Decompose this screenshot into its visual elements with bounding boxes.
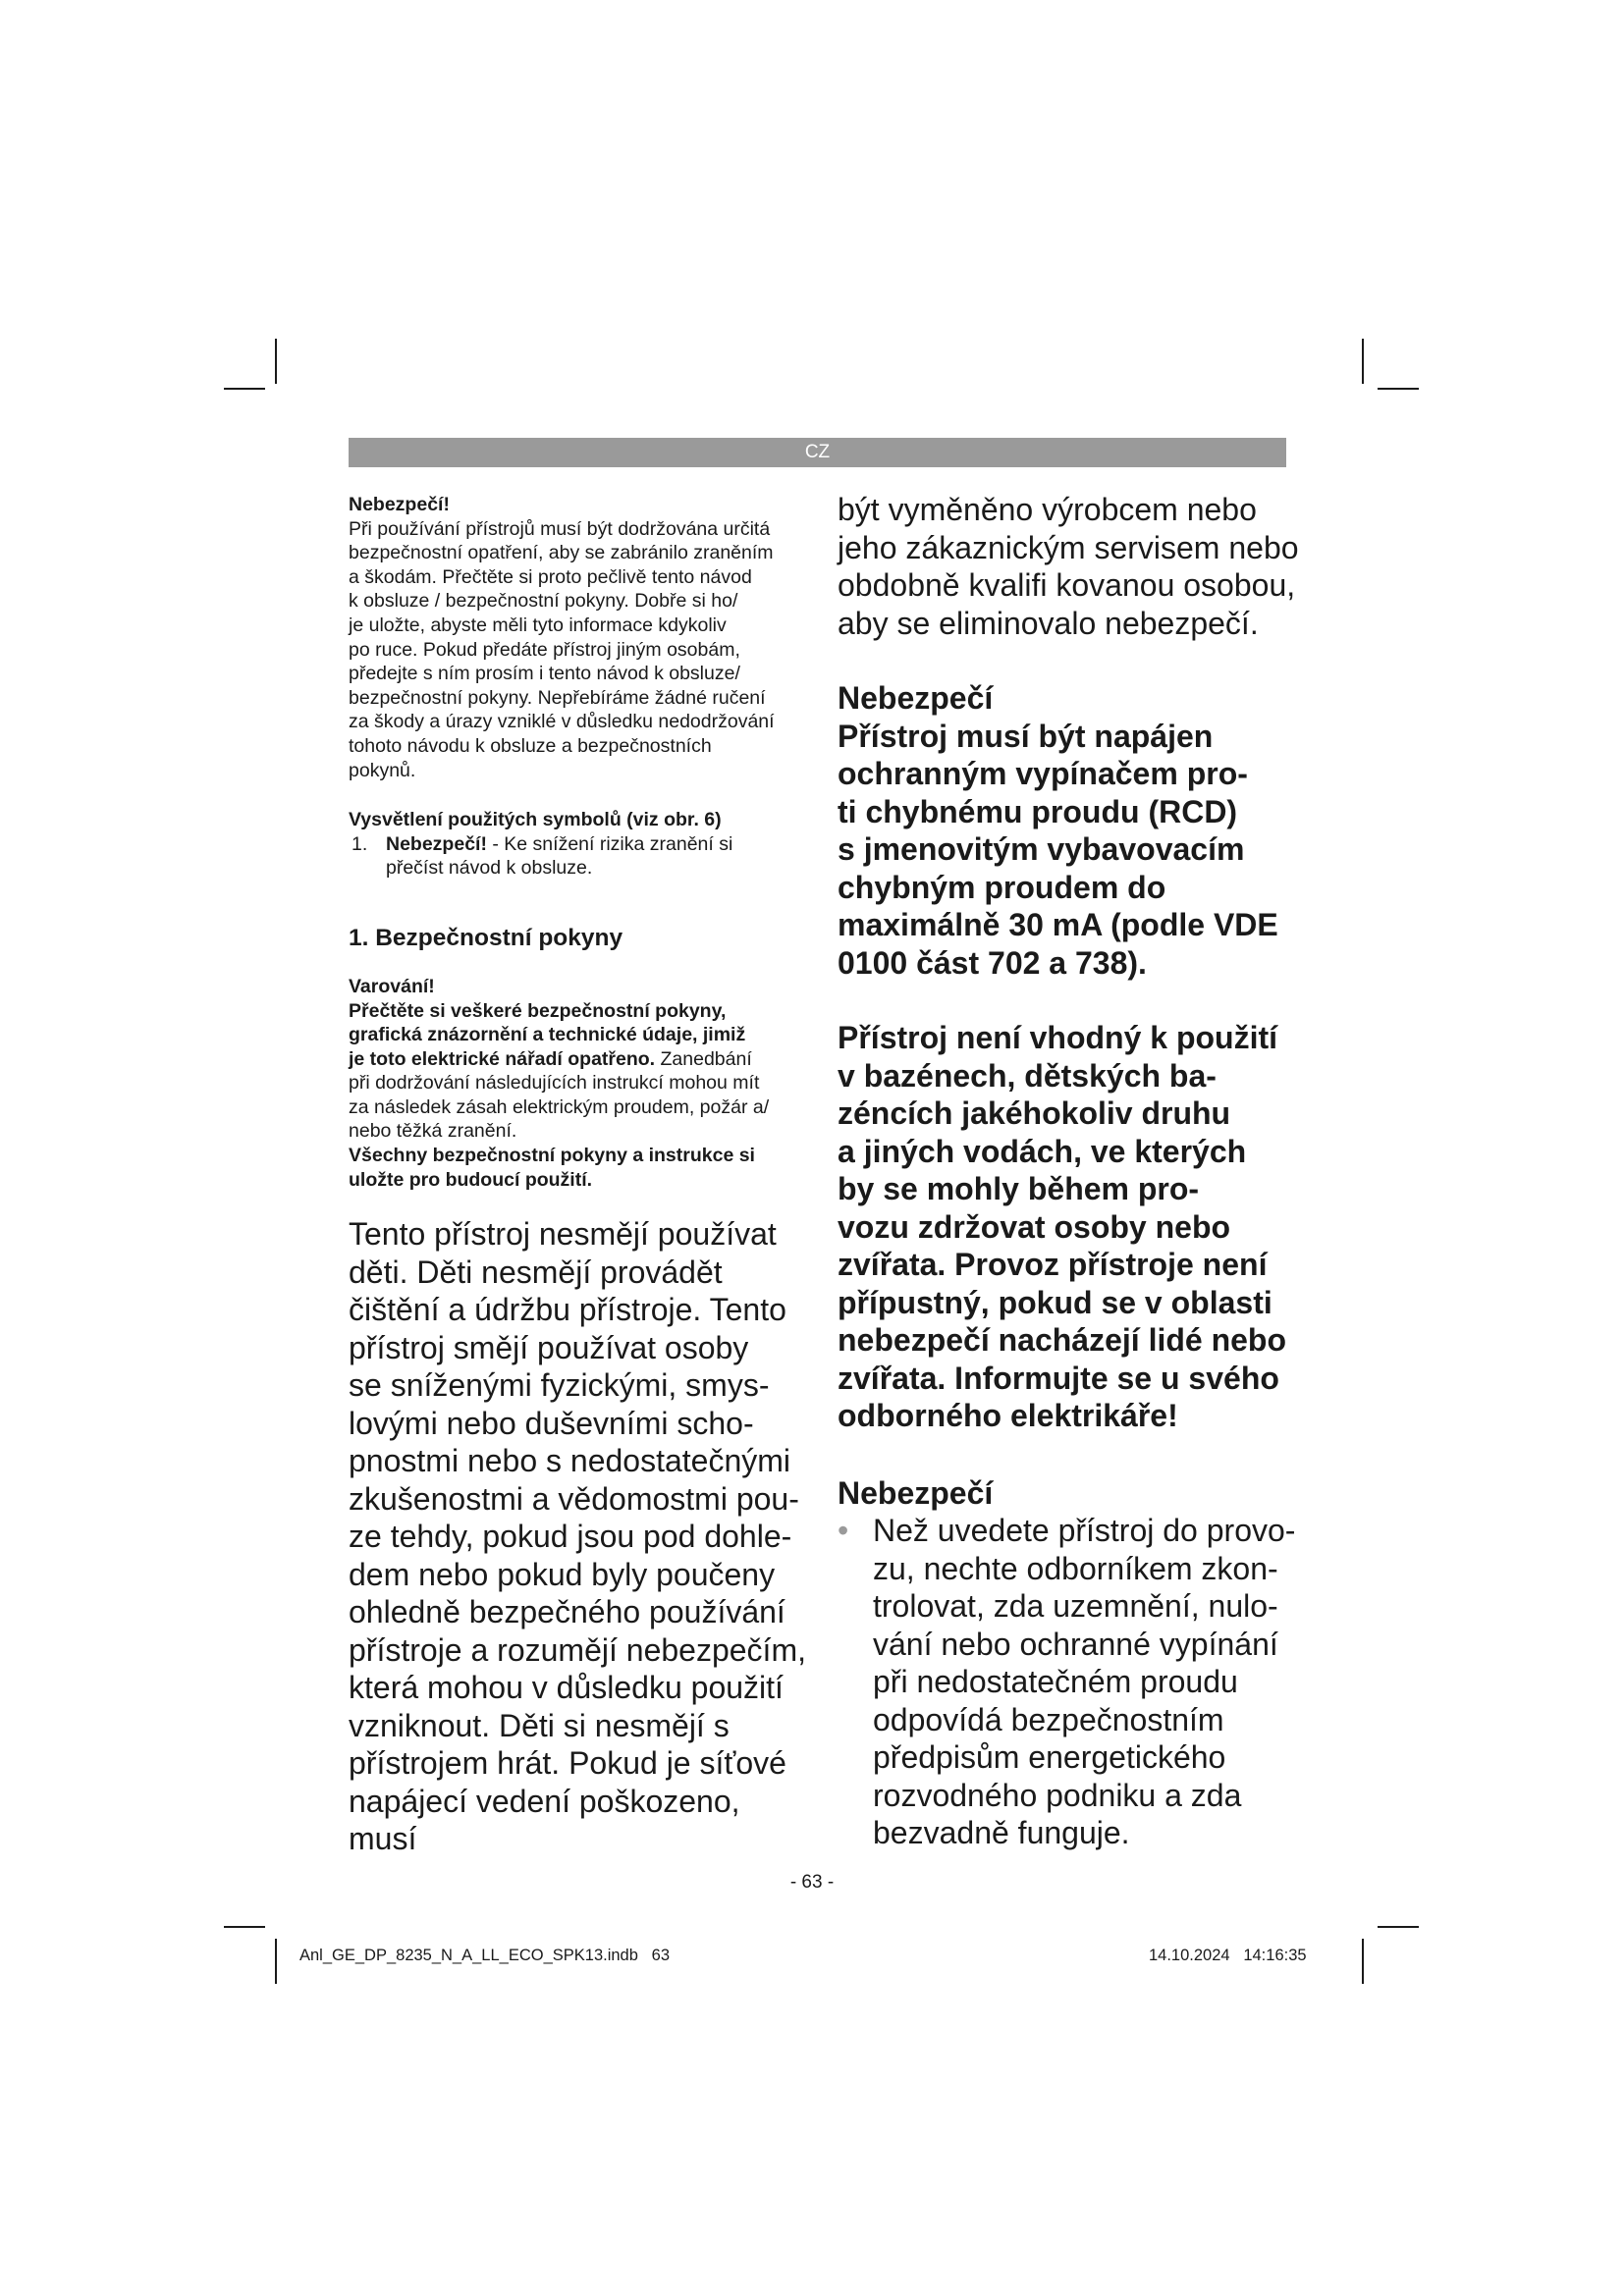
- text-line: přípustný, pokud se v oblasti: [838, 1284, 1272, 1320]
- text-line: odborného elektrikáře!: [838, 1398, 1178, 1433]
- text-line: chybným proudem do: [838, 869, 1166, 905]
- text-line: při nedostatečném proudu: [873, 1664, 1238, 1699]
- text-line: rozvodného podniku a zda: [873, 1777, 1242, 1813]
- footer-file-name: Anl_GE_DP_8235_N_A_LL_ECO_SPK13.indb 63: [299, 1947, 671, 1964]
- text-line: zvířata. Provoz přístroje není: [838, 1247, 1268, 1282]
- text-line: předejte s ním prosím i tento návod k obsluze/: [349, 663, 740, 685]
- text-line: v bazénech, dětských ba-: [838, 1057, 1217, 1094]
- text-line: odpovídá bezpečnostním: [873, 1701, 1224, 1737]
- text-line: Než uvedete přístroj do provo-: [873, 1513, 1296, 1548]
- bullet-icon: •: [838, 1513, 849, 1548]
- text-line: bezvadně funguje.: [873, 1815, 1130, 1850]
- crop-mark-top-left-v: [275, 339, 277, 384]
- text-line: za škody a úrazy vzniklé v důsledku nedodržování: [349, 711, 775, 733]
- right-column: [838, 491, 1299, 1852]
- text-line: je uložte, abyste měli tyto informace kdykoliv: [349, 614, 727, 636]
- left-column: [349, 493, 810, 1858]
- crop-mark-bottom-right-h: [1378, 1926, 1419, 1928]
- text-line: vání nebo ochranné vypínání: [873, 1626, 1278, 1662]
- text-line: předpisům energetického: [873, 1739, 1226, 1775]
- text-line: uložte pro budoucí použití.: [349, 1168, 593, 1191]
- danger-heading-rcd: Nebezpečí: [838, 680, 994, 716]
- text-line: k obsluze / bezpečnostní pokyny. Dobře si ho/: [349, 590, 738, 613]
- text-line: nebo těžká zranění.: [349, 1120, 517, 1143]
- crop-mark-top-left-h: [224, 388, 265, 390]
- symbols-list-item: [349, 832, 810, 881]
- crop-mark-bottom-left-v: [275, 1939, 277, 1984]
- text-line: s jmenovitým vybavovacím: [838, 831, 1245, 867]
- text-bold-part: je toto elektrické nářadí opatřeno.: [349, 1047, 656, 1070]
- text-line: lovými nebo duševními scho-: [349, 1405, 754, 1441]
- crop-mark-top-right-v: [1362, 339, 1364, 384]
- crop-mark-top-right-h: [1378, 388, 1419, 390]
- danger-heading: Nebezpečí!: [349, 494, 450, 515]
- text-line: maximálně 30 mA (podle VDE: [838, 907, 1278, 942]
- pool-paragraph: [838, 1019, 1299, 1435]
- text-line: aby se eliminovalo nebezpečí.: [838, 605, 1259, 641]
- section-title: 1. Bezpečnostní pokyny: [349, 924, 623, 951]
- crop-mark-bottom-left-h: [224, 1926, 265, 1928]
- text-line: nebezpečí nacházejí lidé nebo: [838, 1322, 1287, 1358]
- text-line: bezpečnostní pokyny. Nepřebíráme žádné ručení: [349, 686, 766, 709]
- footer-timestamp: 14.10.2024 14:16:35: [1149, 1947, 1307, 1964]
- text-line: zéncích jakéhokoliv druhu: [838, 1095, 1231, 1131]
- danger-heading-grounding: Nebezpečí: [838, 1474, 994, 1511]
- list-item-text-line2: přečíst návod k obsluze.: [386, 857, 593, 880]
- text-line: vozu zdržovat osoby nebo: [838, 1208, 1231, 1245]
- text-line: která mohou v důsledku použití: [349, 1670, 784, 1706]
- text-line: přístroj smějí používat osoby: [349, 1329, 749, 1365]
- continued-paragraph: [838, 491, 1299, 642]
- bullet-text: [873, 1512, 1299, 1852]
- warning-paragraph: [349, 999, 810, 1193]
- language-header-bar: [349, 438, 1286, 467]
- bullet-list-item: [838, 1512, 1299, 1852]
- text-line: jeho zákaznickým servisem nebo: [838, 529, 1299, 565]
- text-line: a škodám. Přečtěte si proto pečlivě tento návod: [349, 565, 752, 588]
- text-line: Tento přístroj nesmějí používat: [349, 1216, 777, 1253]
- text-line: a jiných vodách, ve kterých: [838, 1133, 1247, 1169]
- text-line: Přečtěte si veškeré bezpečnostní pokyny,: [349, 999, 727, 1022]
- text-line: zkušenostmi a vědomostmi pou-: [349, 1480, 799, 1517]
- text-line: děti. Děti nesmějí provádět: [349, 1254, 723, 1290]
- text-line: pnostmi nebo s nedostatečnými: [349, 1443, 791, 1479]
- text-line: trolovat, zda uzemnění, nulo-: [873, 1588, 1278, 1624]
- crop-mark-bottom-right-v: [1362, 1939, 1364, 1984]
- text-line: ti chybnému proudu (RCD): [838, 793, 1238, 829]
- text-line: být vyměněno výrobcem nebo: [838, 492, 1257, 527]
- text-line: po ruce. Pokud předáte přístroj jiným osobám,: [349, 638, 740, 661]
- text-line: se sníženými fyzickými, smys-: [349, 1367, 770, 1404]
- text-line: Přístroj není vhodný k použití: [838, 1020, 1278, 1055]
- text-line: Při používání přístrojů musí být dodržována určitá: [349, 517, 771, 540]
- page-number: - 63 -: [789, 1872, 835, 1893]
- text-line: přístroje a rozumějí nebezpečím,: [349, 1631, 806, 1668]
- list-item-bold: Nebezpečí!: [386, 832, 487, 855]
- text-line: vzniknout. Děti si nesmějí s: [349, 1707, 730, 1743]
- text-line-mixed: [349, 1047, 810, 1072]
- list-item-text: - Ke snížení rizika zranění si: [486, 832, 733, 855]
- text-line: přístrojem hrát. Pokud je síťové: [349, 1745, 786, 1782]
- text-line: grafická znázornění a technické údaje, jimiž: [349, 1024, 746, 1046]
- text-line: při dodržování následujících instrukcí mohou mít: [349, 1072, 760, 1095]
- text-line: ze tehdy, pokud jsou pod dohle-: [349, 1519, 792, 1555]
- text-line: zu, nechte odborníkem zkon-: [873, 1550, 1278, 1586]
- text-line: napájecí vedení poškozeno, musí: [349, 1783, 740, 1857]
- text-line: Přístroj musí být napájen: [838, 718, 1214, 754]
- list-number: 1.: [352, 832, 368, 855]
- language-code: CZ: [804, 442, 831, 462]
- text-line: ohledně bezpečného používání: [349, 1594, 785, 1630]
- text-line: bezpečnostní opatření, aby se zabránilo zraněním: [349, 542, 774, 564]
- text-line: dem nebo pokud byly poučeny: [349, 1556, 776, 1592]
- symbols-heading: Vysvětlení použitých symbolů (viz obr. 6): [349, 809, 722, 831]
- text-line: pokynů.: [349, 759, 416, 781]
- text-line: ochranným vypínačem pro-: [838, 756, 1248, 791]
- warning-heading: Varování!: [349, 975, 435, 997]
- text-line: tohoto návodu k obsluze a bezpečnostních: [349, 734, 712, 757]
- text-line: za následek zásah elektrickým proudem, požár a/: [349, 1095, 770, 1118]
- text-line: 0100 část 702 a 738).: [838, 944, 1147, 981]
- text-line: zvířata. Informujte se u svého: [838, 1360, 1279, 1396]
- text-line: obdobně kvalifi kovanou osobou,: [838, 567, 1296, 603]
- text-normal-part: Zanedbání: [655, 1047, 752, 1070]
- text-line: by se mohly během pro-: [838, 1171, 1200, 1206]
- text-line: Všechny bezpečnostní pokyny a instrukce si: [349, 1145, 755, 1167]
- danger-paragraph: [349, 517, 810, 783]
- children-paragraph: [349, 1215, 810, 1858]
- rcd-paragraph: [838, 718, 1299, 983]
- text-line: čištění a údržbu přístroje. Tento: [349, 1292, 786, 1328]
